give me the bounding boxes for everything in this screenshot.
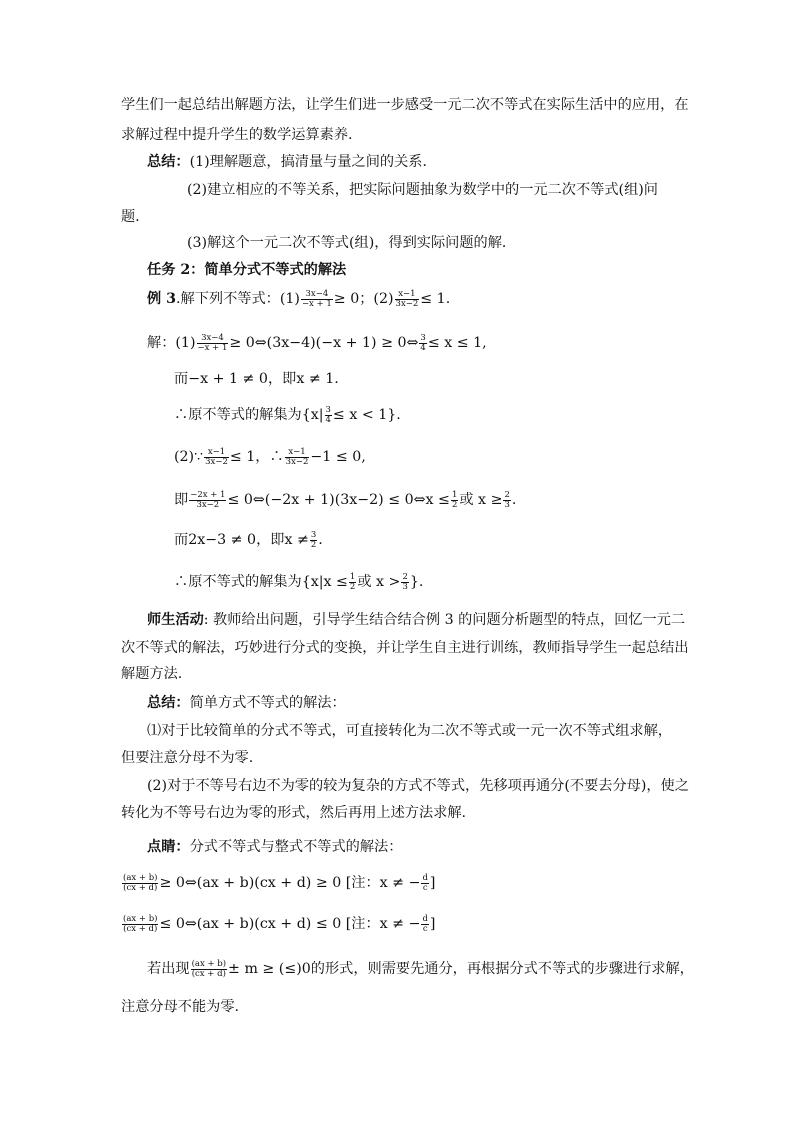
activity-label: 师生活动 bbox=[147, 612, 204, 628]
fraction-denominator: (cx + d) bbox=[191, 968, 226, 979]
solution-fraction bbox=[451, 491, 458, 510]
intro-line-2: 求解过程中提升学生的数学运算素养. bbox=[121, 127, 353, 143]
formula-note-fraction bbox=[421, 915, 428, 934]
solution-step-7 bbox=[174, 572, 423, 592]
solution-set-head: ∴原不等式的解集为{x| bbox=[174, 407, 324, 423]
example-3-part-2-label: (2) bbox=[373, 291, 394, 307]
solution-step-5 bbox=[174, 490, 516, 510]
summary-1 bbox=[147, 152, 437, 172]
solution-fraction bbox=[285, 448, 310, 467]
fraction-numerator: (ax + b) bbox=[191, 958, 227, 969]
formula-text: ≥ 0⇔(ax + b)(cx + d) ≥ 0 [注：x ≠ − bbox=[159, 875, 421, 891]
formula-bracket: ] bbox=[429, 875, 436, 891]
solution-fraction bbox=[325, 406, 332, 425]
fraction-numerator: (ax + b) bbox=[123, 913, 158, 924]
fraction-numerator: d bbox=[422, 872, 428, 883]
solution-fraction bbox=[204, 448, 229, 467]
activity-line-2: 次不等式的解法，巧妙进行分式的变换，并让学生自主进行训练，教师指导学生一起总结出 bbox=[121, 640, 689, 656]
solution-fraction bbox=[401, 573, 408, 592]
formula-note-fraction bbox=[421, 874, 428, 893]
fraction-denominator: 2 bbox=[349, 581, 356, 592]
solution-or: 或 x ≥ bbox=[459, 492, 503, 508]
formula-fraction bbox=[122, 915, 158, 934]
example-3-prompt: .解下列不等式： bbox=[176, 291, 280, 307]
fraction-numerator: (ax + b) bbox=[123, 872, 158, 883]
tip-label: 点睛： bbox=[147, 839, 190, 855]
tip-title: 分式不等式与整式不等式的解法： bbox=[189, 839, 403, 855]
fraction-denominator: (cx + d) bbox=[123, 923, 158, 934]
solution-step-3 bbox=[174, 405, 401, 425]
solution-part-label: (1) bbox=[175, 335, 196, 351]
formula-fraction bbox=[122, 874, 158, 893]
summary-1-label: 总结： bbox=[147, 154, 190, 170]
example-3-label: 例 3 bbox=[147, 291, 176, 307]
solution-equivalence: ≥ 0⇔(3x−4)(−x + 1) ≥ 0⇔ bbox=[229, 335, 419, 351]
summary-1-item-3: (3)解这个一元二次不等式(组)，得到实际问题的解． bbox=[187, 235, 517, 251]
fraction-denominator: c bbox=[422, 923, 428, 934]
solution-inequality-tail: −1 ≤ 0, bbox=[310, 449, 366, 465]
example-3-part-1-label: (1) bbox=[279, 291, 300, 307]
solution-range: ≤ x ≤ 1, bbox=[427, 335, 487, 351]
fraction-numerator: 2 bbox=[504, 489, 510, 500]
solution-step-head: 而2x−3 ≠ 0，即x ≠ bbox=[174, 532, 309, 548]
fraction-denominator: −x + 1 bbox=[301, 298, 332, 309]
fraction-numerator: 1 bbox=[349, 571, 356, 582]
summary-2 bbox=[147, 693, 346, 713]
example-3-part-1-tail: ≥ 0； bbox=[333, 291, 374, 307]
solution-part-label: (2)∵ bbox=[174, 449, 204, 465]
tip-formula-2 bbox=[121, 914, 435, 934]
closing-line-1 bbox=[147, 959, 694, 979]
solution-set-tail: ≤ x < 1}. bbox=[332, 407, 401, 423]
fraction-numerator: 3 bbox=[310, 529, 317, 540]
summary-2-title: 简单方式不等式的解法： bbox=[189, 695, 346, 711]
solution-fraction bbox=[349, 573, 356, 592]
fraction-denominator: 3 bbox=[402, 581, 408, 592]
fraction-numerator: d bbox=[422, 913, 428, 924]
example-3-part-2-tail: ≤ 1. bbox=[420, 291, 451, 307]
fraction-denominator: −x + 1 bbox=[197, 342, 228, 353]
summary-2-item-2-line-2: 转化为不等号右边为零的形式，然后再用上述方法求解. bbox=[121, 805, 467, 821]
example-3-part-1-fraction bbox=[301, 290, 333, 309]
summary-1-item-2-line-2: 题． bbox=[121, 209, 150, 225]
summary-2-item-1-line-1: ⑴对于比较简单的分式不等式，可直接转化为二次不等式或一元一次不等式组求解， bbox=[147, 723, 672, 739]
solution-inequality: ≤ 1，∴ bbox=[229, 449, 284, 465]
fraction-denominator: 4 bbox=[325, 414, 331, 425]
solution-step-2: 而−x + 1 ≠ 0，即x ≠ 1. bbox=[174, 371, 339, 387]
fraction-numerator: 1 bbox=[451, 489, 458, 500]
solution-fraction bbox=[419, 334, 426, 353]
fraction-denominator: 3x−2 bbox=[205, 456, 228, 467]
summary-2-label: 总结： bbox=[147, 695, 190, 711]
fraction-denominator: 3x−2 bbox=[196, 499, 220, 510]
solution-fraction bbox=[197, 334, 229, 353]
closing-text: ± m ≥ (≤)0的形式，则需要先通分，再根据分式不等式的步骤进行求解， bbox=[228, 961, 694, 977]
fraction-numerator: 3x−4 bbox=[301, 290, 333, 300]
fraction-denominator: 3 bbox=[504, 499, 510, 510]
intro-line-1: 学生们一起总结出解题方法，让学生们进一步感受一元二次不等式在实际生活中的应用，在 bbox=[121, 97, 689, 113]
solution-step-4 bbox=[174, 447, 366, 467]
summary-1-item-2-line-1: (2)建立相应的不等关系，把实际问题抽象为数学中的一元二次不等式(组)问 bbox=[187, 182, 658, 198]
formula-bracket: ] bbox=[429, 916, 436, 932]
formula-text: ≤ 0⇔(ax + b)(cx + d) ≤ 0 [注：x ≠ − bbox=[159, 916, 421, 932]
fraction-numerator: 2 bbox=[402, 571, 408, 582]
fraction-denominator: 3x−2 bbox=[395, 298, 419, 309]
tip bbox=[147, 837, 402, 857]
activity-line-1 bbox=[147, 610, 685, 630]
solution-fraction bbox=[189, 491, 226, 510]
solution-step-head: 即 bbox=[174, 492, 189, 508]
fraction-numerator: 3 bbox=[325, 404, 331, 415]
solution-or: 或 x > bbox=[357, 574, 401, 590]
fraction-numerator: x−1 bbox=[395, 290, 420, 300]
fraction-numerator: x−1 bbox=[204, 448, 229, 458]
fraction-denominator: c bbox=[422, 882, 428, 893]
example-3 bbox=[147, 289, 450, 309]
activity-text: : 教师给出问题，引导学生结合结合例 3 的问题分析题型的特点，回忆一元二 bbox=[203, 612, 686, 628]
fraction-denominator: 4 bbox=[420, 342, 426, 353]
solution-period: . bbox=[318, 532, 323, 548]
solution-fraction bbox=[310, 531, 317, 550]
fraction-denominator: (cx + d) bbox=[123, 882, 158, 893]
example-3-part-2-fraction bbox=[395, 290, 420, 309]
closing-head: 若出现 bbox=[147, 961, 190, 977]
closing-fraction bbox=[191, 960, 227, 979]
fraction-numerator: x−1 bbox=[285, 448, 310, 458]
fraction-numerator: 3x−4 bbox=[197, 334, 229, 344]
solution-label: 解： bbox=[147, 335, 176, 351]
summary-2-item-2-line-1: (2)对于不等号右边不为零的较为复杂的方式不等式，先移项再通分(不要去分母)，使之 bbox=[147, 778, 689, 794]
fraction-numerator: 3 bbox=[420, 332, 426, 343]
solution-fraction bbox=[503, 491, 510, 510]
solution-set-head: ∴原不等式的解集为{x|x ≤ bbox=[174, 574, 348, 590]
solution-set-tail: }. bbox=[409, 574, 424, 590]
task-2-title: 任务 2：简单分式不等式的解法 bbox=[147, 262, 347, 278]
summary-2-item-1-line-2: 但要注意分母不为零. bbox=[121, 750, 254, 766]
solution-equivalence: ≤ 0⇔(−2x + 1)(3x−2) ≤ 0⇔x ≤ bbox=[227, 492, 450, 508]
fraction-denominator: 2 bbox=[310, 539, 317, 550]
closing-line-2: 注意分母不能为零. bbox=[121, 999, 240, 1015]
fraction-numerator: −2x + 1 bbox=[190, 489, 226, 500]
tip-formula-1 bbox=[121, 873, 435, 893]
solution-period: . bbox=[511, 492, 517, 508]
activity-line-3: 解题方法. bbox=[121, 666, 183, 682]
fraction-denominator: 3x−2 bbox=[285, 456, 309, 467]
solution-step-6 bbox=[174, 530, 323, 550]
summary-1-item-1: (1)理解题意，搞清量与量之间的关系． bbox=[189, 154, 437, 170]
solution-step-1 bbox=[147, 333, 487, 353]
fraction-denominator: 2 bbox=[451, 499, 458, 510]
